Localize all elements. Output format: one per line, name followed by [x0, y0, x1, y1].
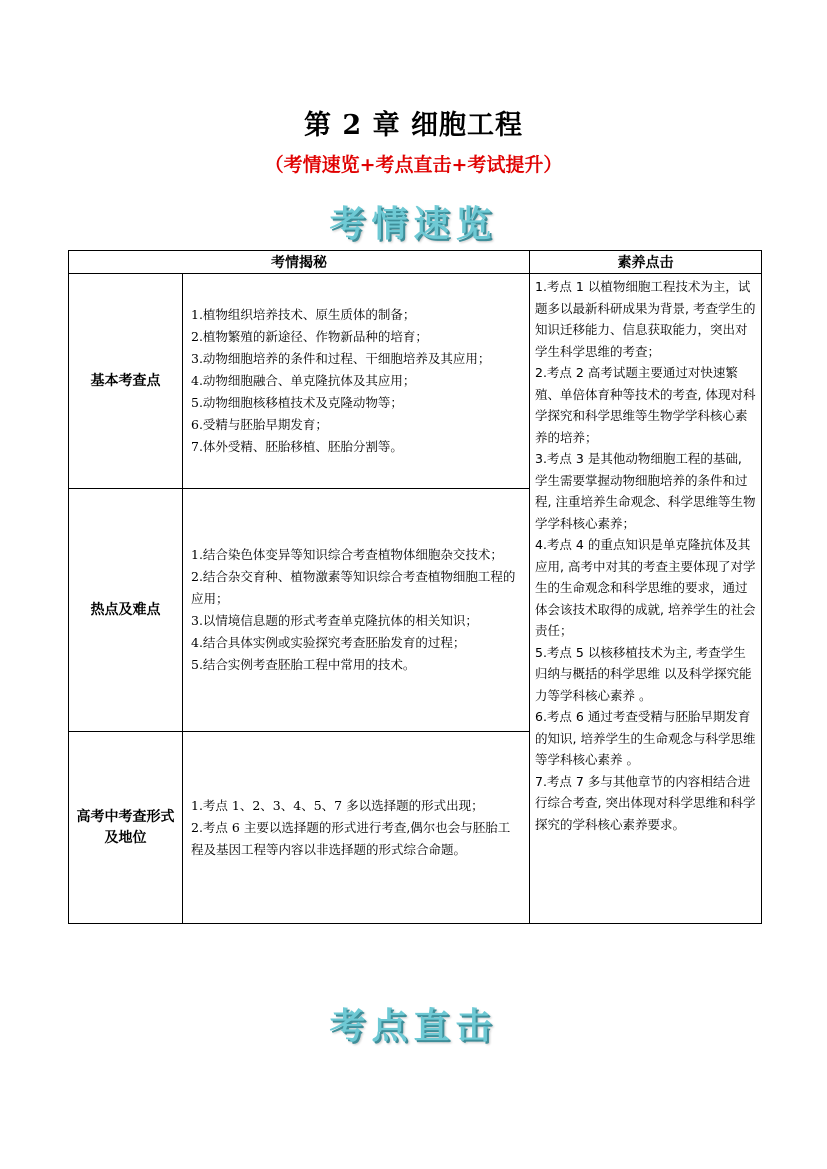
literacy-item: 6.考点 6 通过考查受精与胚胎早期发育的知识, 培养学生的生命观念与科学思维等学科核心素养 。	[535, 709, 756, 767]
list-item: 4.结合具体实例或实验探究考查胚胎发育的过程；	[191, 635, 466, 650]
section-heading-direct: 考点直击	[329, 1005, 498, 1047]
page-title: 第 2 章 细胞工程	[304, 110, 523, 141]
literacy-item: 2.考点 2 高考试题主要通过对快速繁殖、单倍体育种等技术的考查, 体现对科学探究和科学思维等生物学学科核心素养的培养；	[535, 365, 756, 445]
list-item: 2.植物繁殖的新途径、作物新品种的培育；	[191, 329, 428, 344]
list-item: 3.动物细胞培养的条件和过程、干细胞培养及其应用；	[191, 351, 491, 366]
list-item: 2.结合杂交育种、植物激素等知识综合考查植物细胞工程的应用；	[191, 569, 516, 606]
row-items-basic	[183, 274, 530, 489]
literacy-item: 1.考点 1 以植物细胞工程技术为主，试题多以最新科研成果为背景, 考查学生的知识迁移能力、信息获取能力，突出对学生科学思维的考查；	[535, 279, 756, 359]
row-label-exam-form: 高考中考查形式及地位	[69, 732, 183, 924]
list-item: 1.结合染色体变异等知识综合考查植物体细胞杂交技术；	[191, 547, 503, 562]
list-item: 4.动物细胞融合、单克隆抗体及其应用；	[191, 373, 416, 388]
literacy-points-cell	[530, 274, 762, 924]
row-items-hotspots	[183, 489, 530, 732]
list-item: 5.动物细胞核移植技术及克隆动物等；	[191, 395, 403, 410]
list-item: 3.以情境信息题的形式考查单克隆抗体的相关知识；	[191, 613, 478, 628]
list-item: 1.植物组织培养技术、原生质体的制备；	[191, 307, 416, 322]
column-header-right: 素养点击	[530, 251, 762, 274]
section-heading-overview: 考情速览	[329, 203, 498, 245]
literacy-item: 4.考点 4 的重点知识是单克隆抗体及其应用, 高考中对其的考查主要体现了对学生的生命观念和科学思维的要求，通过体会该技术取得的成就, 培养学生的社会责任；	[535, 537, 756, 638]
row-items-exam-form	[183, 732, 530, 924]
column-header-left: 考情揭秘	[69, 251, 530, 274]
list-item: 7.体外受精、胚胎移植、胚胎分割等。	[191, 439, 403, 454]
row-label-basic: 基本考查点	[69, 274, 183, 489]
page-subtitle: （考情速览+考点直击+考试提升）	[264, 154, 563, 176]
exam-overview-table	[68, 250, 762, 924]
literacy-item: 5.考点 5 以核移植技术为主, 考查学生归纳与概括的科学思维 以及科学探究能力等学科核心素养 。	[535, 644, 752, 703]
literacy-item: 7.考点 7 多与其他章节的内容相结合进行综合考查, 突出体现对科学思维和科学探究的学科核心素养要求。	[535, 773, 756, 832]
list-item: 5.结合实例考查胚胎工程中常用的技术。	[191, 657, 416, 672]
list-item: 2.考点 6 主要以选择题的形式进行考查,偶尔也会与胚胎工程及基因工程等内容以非选择题的形式综合命题。	[191, 819, 511, 857]
table-row	[69, 274, 762, 489]
list-item: 1.考点 1、2、3、4、5、7 多以选择题的形式出现；	[191, 797, 484, 813]
row-label-hotspots: 热点及难点	[69, 489, 183, 732]
list-item: 6.受精与胚胎早期发育；	[191, 417, 328, 432]
table-header-row	[69, 251, 762, 274]
literacy-item: 3.考点 3 是其他动物细胞工程的基础, 学生需要掌握动物细胞培养的条件和过程, 注重培养生命观念、科学思维等生物学学科核心素养；	[535, 451, 756, 531]
